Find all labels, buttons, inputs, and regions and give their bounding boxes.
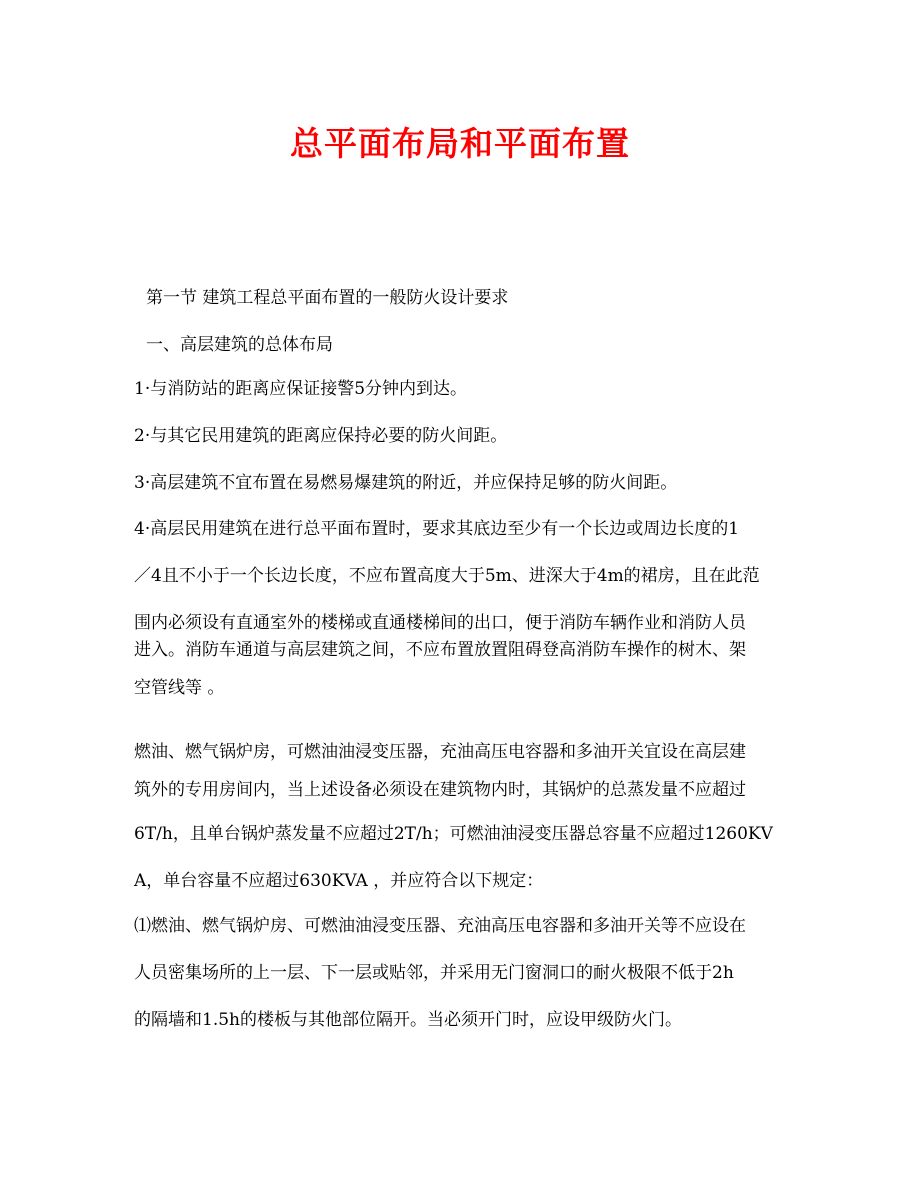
list-item: 2·与其它民用建筑的距离应保持必要的防火间距。 [134, 426, 508, 446]
paragraph-line: 筑外的专用房间内，当上述设备必须设在建筑物内时，其锅炉的总蒸发量不应超过 [134, 780, 746, 800]
item4-line: ／4且不小于一个长边长度，不应布置高度大于5m、进深大于4m的裙房，且在此范 [134, 566, 760, 586]
paragraph-line: 燃油、燃气锅炉房，可燃油油浸变压器，充油高压电容器和多油开关宜设在高层建 [134, 742, 746, 762]
document-title: 总平面布局和平面布置 [290, 124, 630, 163]
subsection-heading: 一、高层建筑的总体布局 [146, 335, 333, 355]
list-item: 1·与消防站的距离应保证接警5分钟内到达。 [134, 379, 468, 399]
item4-line: 空管线等 。 [134, 678, 225, 698]
rule-line: 人员密集场所的上一层、下一层或贴邻，并采用无门窗洞口的耐火极限不低于2h [134, 963, 734, 983]
item4-line: 4·高层民用建筑在进行总平面布置时，要求其底边至少有一个长边或周边长度的1 [134, 519, 740, 539]
paragraph-line: 6T/h，且单台锅炉蒸发量不应超过2T/h；可燃油油浸变压器总容量不应超过1260KV [134, 824, 773, 844]
item4-line: 进入。消防车通道与高层建筑之间，不应布置放置阻碍登高消防车操作的树木、架 [134, 640, 746, 660]
paragraph-line: A，单台容量不应超过630KVA ，并应符合以下规定： [134, 871, 544, 891]
list-item: 3·高层建筑不宜布置在易燃易爆建筑的附近，并应保持足够的防火间距。 [134, 473, 678, 493]
section-heading: 第一节 建筑工程总平面布置的一般防火设计要求 [146, 288, 509, 308]
item4-line: 围内必须设有直通室外的楼梯或直通楼梯间的出口，便于消防车辆作业和消防人员 [134, 613, 746, 633]
rule-line: 的隔墙和1.5h的楼板与其他部位隔开。当必须开门时，应设甲级防火门。 [134, 1010, 682, 1030]
rule-line: ⑴燃油、燃气锅炉房、可燃油油浸变压器、充油高压电容器和多油开关等不应设在 [134, 916, 746, 936]
